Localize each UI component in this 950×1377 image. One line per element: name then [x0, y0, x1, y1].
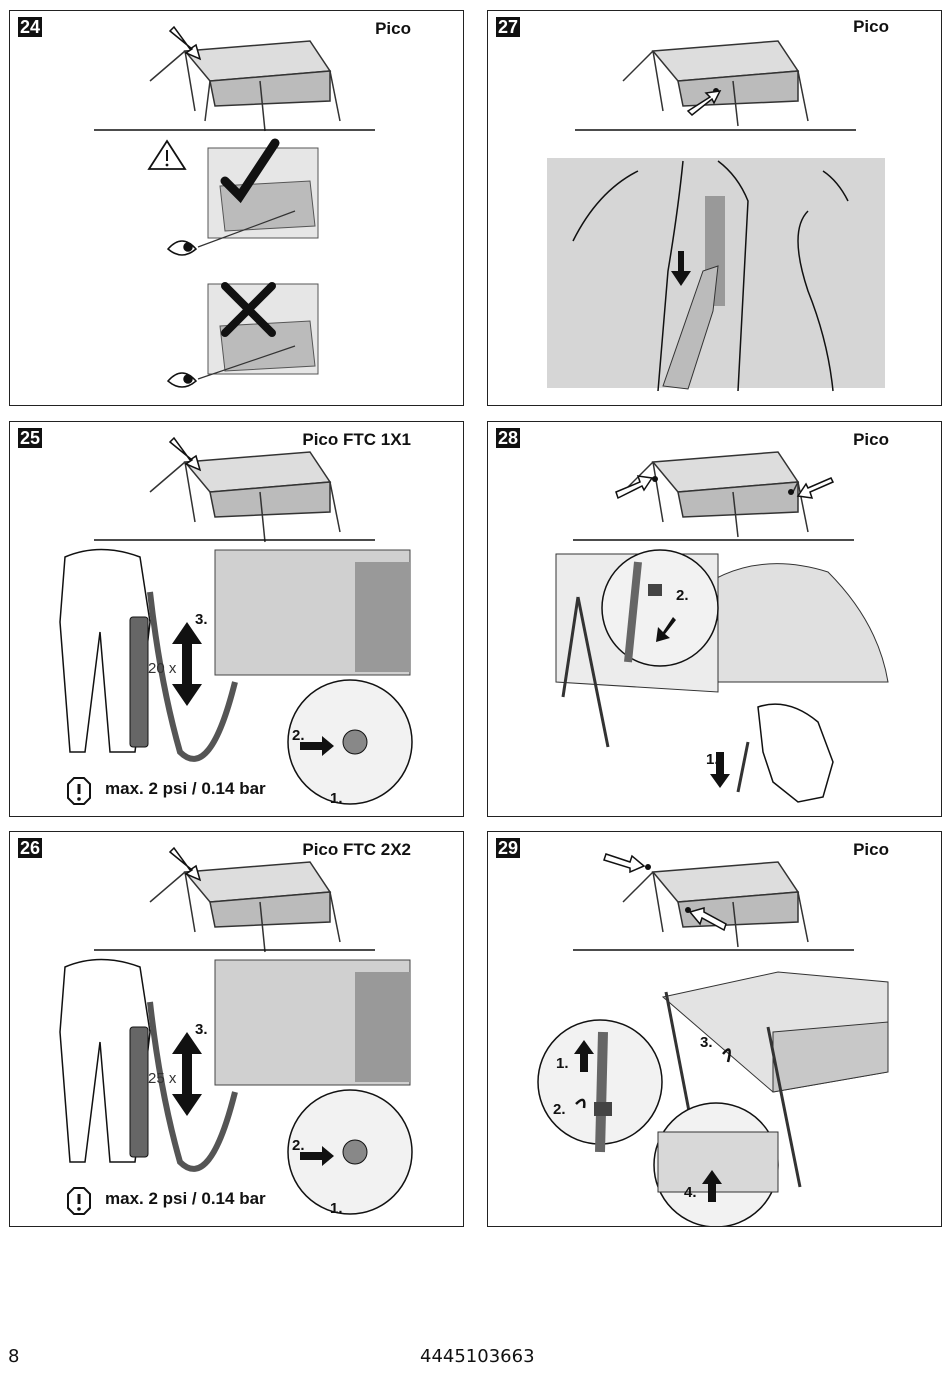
model-label: Pico: [853, 17, 889, 36]
step-label: 2.: [676, 587, 689, 604]
step-panel-28: [487, 421, 942, 817]
pressure-warning: max. 2 psi / 0.14 bar: [105, 779, 266, 798]
arrow-icon: [798, 478, 833, 498]
step-label: 3.: [700, 1034, 713, 1051]
step-26-illustration: [10, 832, 464, 1227]
model-label: Pico FTC 1X1: [302, 430, 411, 449]
eye-icon: [168, 241, 196, 255]
pump-count: 20 x: [148, 660, 177, 677]
step-24-illustration: [10, 11, 464, 406]
step-number: 25: [20, 428, 41, 448]
model-label: Pico: [853, 840, 889, 859]
eye-icon: [168, 373, 196, 387]
exclamation-icon: [66, 1186, 92, 1216]
step-panel-29: [487, 831, 942, 1227]
step-number: 29: [498, 838, 519, 858]
tent-overview-icon: [623, 862, 808, 947]
step-label: 2.: [553, 1101, 566, 1118]
tent-overview-icon: [623, 41, 808, 126]
model-label: Pico: [853, 430, 889, 449]
pump-count: 25 x: [148, 1070, 177, 1087]
warning-block: [66, 1186, 92, 1221]
step-28-illustration: [488, 422, 942, 817]
step-29-illustration: [488, 832, 942, 1227]
step-label: 1.: [556, 1055, 569, 1072]
step-label: 4.: [684, 1184, 697, 1201]
step-number: 24: [20, 17, 41, 37]
step-25-illustration: [10, 422, 464, 817]
step-label: 3.: [195, 611, 208, 628]
arrow-icon: [172, 1032, 202, 1116]
document-code: 4445103663: [420, 1346, 535, 1367]
step-label: 2.: [292, 1137, 305, 1154]
step-number: 28: [498, 428, 519, 448]
page-number: 8: [8, 1346, 20, 1367]
step-number: 27: [498, 17, 519, 37]
arrow-icon: [172, 622, 202, 706]
step-label: 2.: [292, 727, 305, 744]
step-27-illustration: [488, 11, 942, 406]
tent-overview-icon: [150, 452, 340, 542]
arrow-icon: [616, 476, 652, 498]
tent-overview-icon: [150, 41, 340, 131]
exclamation-icon: [66, 776, 92, 806]
tent-overview-icon: [623, 452, 808, 537]
step-label: 1.: [706, 751, 719, 768]
arrow-icon: [604, 854, 644, 872]
warning-triangle-icon: [149, 141, 185, 169]
pressure-warning: max. 2 psi / 0.14 bar: [105, 1189, 266, 1208]
step-panel-27: [487, 10, 942, 406]
step-panel-25: [9, 421, 464, 817]
warning-block: [66, 776, 92, 811]
step-label: 3.: [195, 1021, 208, 1038]
model-label: Pico: [375, 19, 411, 38]
step-panel-26: [9, 831, 464, 1227]
step-label: 1.: [330, 790, 343, 807]
model-label: Pico FTC 2X2: [302, 840, 411, 859]
tent-overview-icon: [150, 862, 340, 952]
step-panel-24: [9, 10, 464, 406]
step-number: 26: [20, 838, 41, 858]
step-label: 1.: [330, 1200, 343, 1217]
